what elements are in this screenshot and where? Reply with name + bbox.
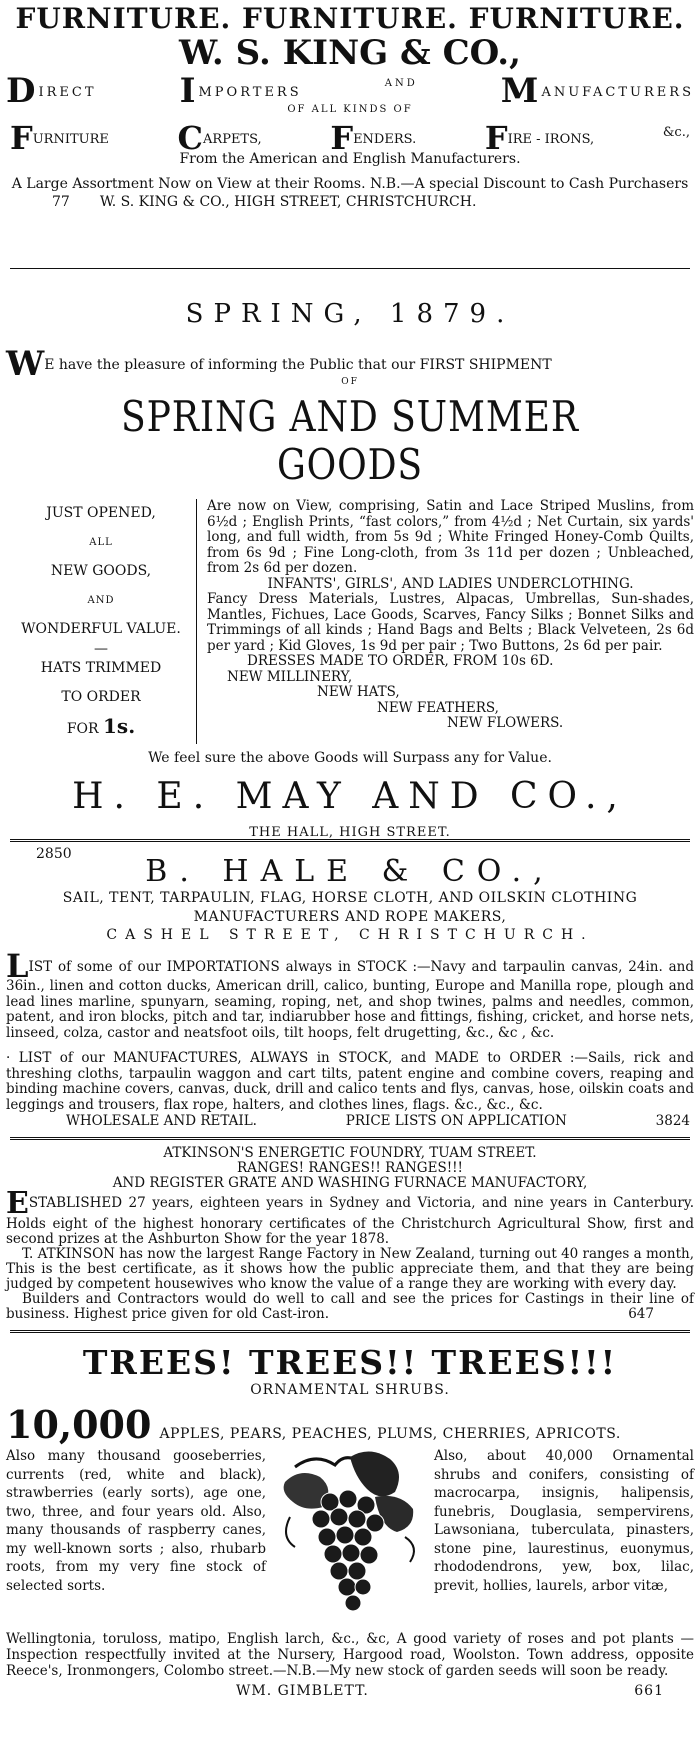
furniture-headline: FURNITURE. FURNITURE. FURNITURE.: [15, 2, 685, 35]
gimblett-advertisement: [6, 1333, 694, 1699]
ornamental-shrubs: ORNAMENTAL SHRUBS.: [250, 1382, 450, 1398]
hale-footer: WHOLESALE AND RETAIL. PRICE LISTS ON APPLICATION 3824: [66, 1113, 690, 1129]
may-left-column: JUST OPENED, ALL NEW GOODS, AND WONDERFUL VALUE. — HATS TRIMMED TO ORDER FOR 1s.: [6, 499, 196, 744]
manufacturers-word: MANUFACTURERS: [500, 71, 694, 111]
hale-firm-name: B. HALE & CO.,: [145, 854, 555, 889]
shrubs-text: Also, about 40,000 Ornamental shrubs and conifers, consisting of macrocarpa, insignis, halipensis, funebris, Douglasia, sempervirens, Lawsoniana, tuberculata, pinasters, stone pine, laurestinus, euonymus, rhododendrons, yew, box, lilac, previt, hollies, laurels, arbor vitæ,: [434, 1448, 694, 1594]
established-paragraph: ESTABLISHED 27 years, eighteen years in Sydney and Victoria, and nine years in Canterbury. Holds eight of the highest honorary certificates of the Christchurch Agricultural Show, first and second prizes at the Ashburton Show for the year 1878.: [6, 1186, 694, 1247]
from-line: From the American and English Manufacturers.: [179, 151, 521, 167]
short-rule: —: [94, 641, 108, 657]
atkinson-heading: ATKINSON'S ENERGETIC FOUNDRY, TUAM STREET.: [163, 1145, 537, 1161]
etc-word: &c.,: [662, 125, 690, 140]
carpets-word: CARPETS,: [177, 119, 262, 157]
and-word: AND: [384, 78, 418, 89]
atkinson-advertisement: [6, 1140, 694, 1330]
direct-word: DIRECT: [6, 71, 97, 111]
hale-advertisement: [6, 842, 694, 1137]
of-all-kinds: OF ALL KINDS OF: [287, 104, 413, 115]
may-intro: WE have the pleasure of informing the Public that our FIRST SHIPMENT: [6, 344, 552, 384]
hale-trades: SAIL, TENT, TARPAULIN, FLAG, HORSE CLOTH, AND OILSKIN CLOTHING: [62, 890, 638, 906]
trees-columns: [6, 1447, 694, 1627]
king-firm-name: W. S. KING & CO.,: [179, 33, 521, 73]
may-columns: [6, 499, 694, 744]
ranges-line: RANGES! RANGES!! RANGES!!!: [237, 1160, 463, 1176]
fruit-list: APPLES, PEARS, PEACHES, PLUMS, CHERRIES, APRICOTS.: [159, 1426, 621, 1442]
hale-street: CASHEL STREET, CHRISTCHURCH.: [106, 927, 594, 943]
may-firm-name: H. E. MAY AND CO.,: [72, 776, 628, 817]
gimblett-number: 661: [634, 1683, 664, 1699]
atkinson-number: 647: [628, 1306, 654, 1322]
importations-list: LIST of some of our IMPORTATIONS always in STOCK :—Navy and tarpaulin canvas, 24in. and 36in., linen and cotton ducks, American drill, calico, bunting, Europe and Manilla rope, plough and lead lines marline, spunyarn, seaming, roping, net, and shop twines, palms and needles, common, patent, and iron blocks, pitch and tar, indiarubber hose and fittings, fishing, cricket, and horse nets, linseed, colza, castor and neatsfoot oils, tilt hoops, felt drugetting, &c., &c , &c.: [6, 947, 694, 1041]
gimblett-name: WM. GIMBLETT.: [236, 1683, 369, 1699]
of-word: OF: [341, 377, 359, 387]
builders-paragraph: Builders and Contractors would do well to call and see the prices for Castings in their line of business. Highest price given for old Cast-iron. 647: [6, 1291, 694, 1322]
trees-headline: TREES! TREES!! TREES!!!: [82, 1343, 618, 1382]
manufactures-list: · LIST of our MANUFACTURES, ALWAYS in STOCK, and MADE to ORDER :—Sails, rick and threshing cloths, tarpaulin waggon and cart tilts, patent engine and combine covers, reaping and binding machine covers, canvas, duck, drill and calico tents and flys, canvas, hose, oilskin coats and leggings and trousers, flax rope, halters, and clothes lines, flags. &c., &c., &c.: [6, 1050, 694, 1113]
gimblett-signature-line: [6, 1679, 694, 1699]
bushes-text: Also many thousand gooseberries, currents (red, white and black), strawberries (early sorts), age one, two, three, and four years old. Also, many thousands of raspberry canes, my well-known sorts ; also, rhubarb roots, from my very fine stock of selected sorts.: [6, 1448, 266, 1594]
grapes-illustration: [270, 1447, 430, 1627]
nursery-paragraph: Wellingtonia, toruloss, matipo, English larch, &c., &c, A good variety of roses and pot plants —Inspection respectfully invited at the Nursery, Hargood road, Woolston. Town address, opposite Reece's, Ironmongers, Colombo street.—N.B.—My new stock of garden seeds will soon be ready.: [6, 1631, 694, 1679]
hale-makers: MANUFACTURERS AND ROPE MAKERS,: [193, 909, 507, 925]
furniture-word: FURNITURE: [10, 119, 109, 157]
may-advertisement: [6, 269, 694, 862]
surpass-line: We feel sure the above Goods will Surpass any for Value.: [148, 750, 552, 766]
king-address-text: W. S. KING & CO., HIGH STREET, CHRISTCHURCH.: [99, 194, 477, 210]
king-number: 77: [52, 194, 70, 210]
may-number: 2850: [36, 846, 72, 862]
grape-cluster-icon: [275, 1447, 425, 1627]
assortment-text: A Large Assortment Now on View at their Rooms. N.B.—A special Discount to Cash Purchasers: [11, 176, 689, 192]
king-address: [6, 194, 694, 210]
spring-summer-headline: SPRING AND SUMMER GOODS: [121, 392, 579, 489]
may-right-column: Are now on View, comprising, Satin and Lace Striped Muslins, from 6½d ; English Prints, “fast colors,” from 4½d ; Net Curtain, six yards' long, and full width, from 5s 9d ; White Fringed Honey-Comb Quilts, from 6s 9d ; Fine Long-cloth, from 3s 11d per dozen ; Unbleached, from 2s 6d per dozen. INFANTS', GIRLS', AND LADIES UNDERCLOTHING. Fancy Dress Materials, Lustres, Alpacas, Umbrellas, Sun-shades, Mantles, Fichues, Lace Goods, Scarves, Fancy Silks ; Bonnet Silks and Trimmings of all kinds ; Hand Bags and Belts ; Black Velveteen, 2s 6d per yard ; Kid Gloves, 1s 9d per pair ; Two Buttons, 2s 6d per pair. DRESSES MADE TO ORDER, FROM 10s 6D. NEW MILLINERY, NEW HATS, NEW FEATHERS, NEW FLOWERS.: [196, 499, 694, 744]
importers-word: IMPORTERS: [179, 71, 302, 111]
king-advertisement: [6, 0, 694, 268]
fruit-line: [6, 1402, 694, 1447]
ten-thousand: 10,000: [6, 1402, 152, 1447]
fireirons-word: FIRE - IRONS,: [484, 119, 595, 157]
fenders-word: FENDERS.: [330, 119, 417, 157]
factory-paragraph: T. ATKINSON has now the largest Range Factory in New Zealand, turning out 40 ranges a month, This is the best certificate, as it shows how the public appreciate them, and that they are being judged by competent housewives who know the value of a range they are working with every day.: [6, 1246, 694, 1292]
spring-heading: SPRING, 1879.: [185, 299, 515, 329]
grate-line: AND REGISTER GRATE AND WASHING FURNACE MANUFACTORY,: [112, 1175, 588, 1191]
goods-line: [6, 119, 694, 157]
may-address: THE HALL, HIGH STREET.: [249, 825, 451, 840]
